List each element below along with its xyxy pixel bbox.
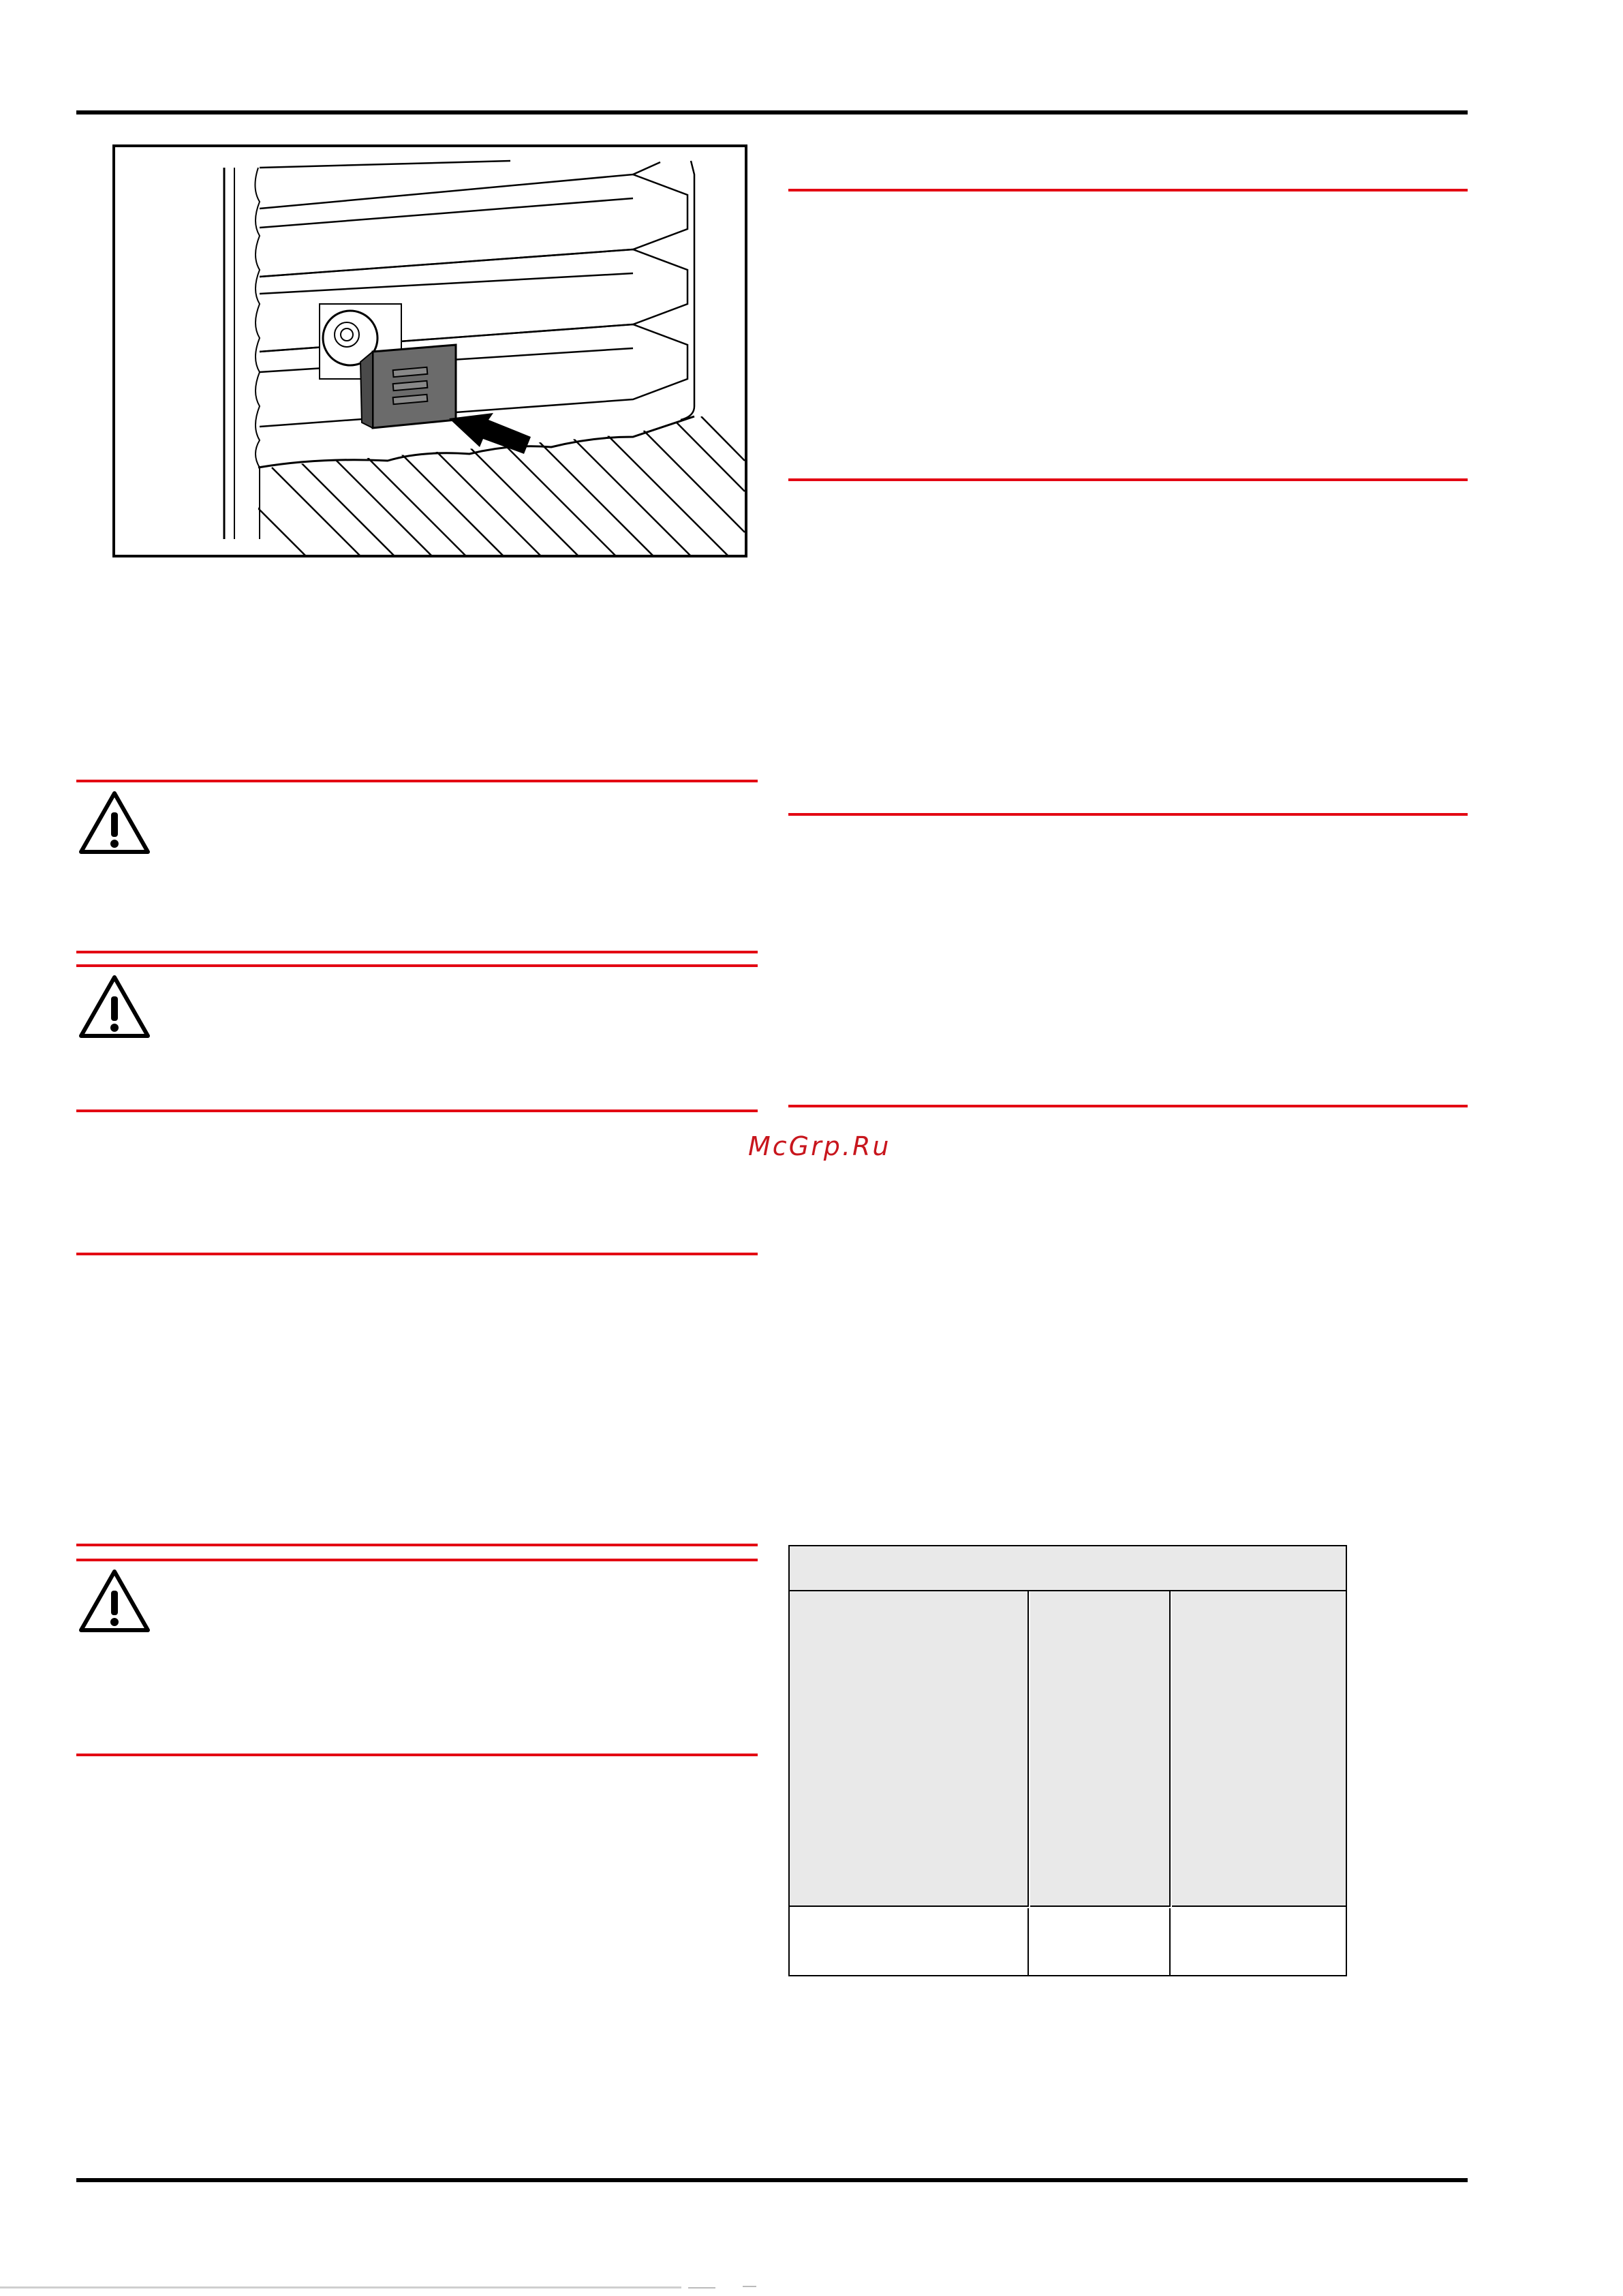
table-cell [790,1908,1029,1975]
warning-block-2-bottom-rule [76,1109,758,1112]
table-cell [1030,1908,1171,1975]
header-rule [76,110,1468,114]
table-cell [1172,1591,1346,1907]
warning-block-2-top-rule [76,964,758,967]
scan-edge-line [0,2286,681,2289]
right-section-rule-3 [788,813,1468,816]
cover-plate-icon [360,345,456,428]
lock-cover-drawing [115,147,745,555]
warning-triangle-icon [77,789,152,857]
warning-block-1-bottom-rule [76,951,758,953]
table-header-row [790,1546,1346,1591]
right-section-rule-2 [788,478,1468,481]
footer-rule [76,2178,1468,2182]
table-cell [790,1591,1029,1907]
watermark: McGrp.Ru [748,1131,891,1161]
warning-block-3-top-rule-2 [76,1559,758,1561]
push-arrow-icon [449,413,531,454]
lock-illustration [112,144,747,557]
table-cell [1030,1591,1171,1907]
warning-triangle-icon [77,973,152,1041]
right-section-rule-4 [788,1105,1468,1107]
right-section-rule-1 [788,189,1468,192]
warning-block-3-top-rule [76,1544,758,1546]
warning-block-3-bottom-rule [76,1754,758,1756]
scan-mark [688,2284,763,2290]
warning-block-1-top-rule [76,780,758,782]
section-rule [76,1253,758,1255]
data-table [788,1545,1347,1976]
table-cell [1172,1908,1346,1975]
warning-triangle-icon [77,1567,152,1636]
